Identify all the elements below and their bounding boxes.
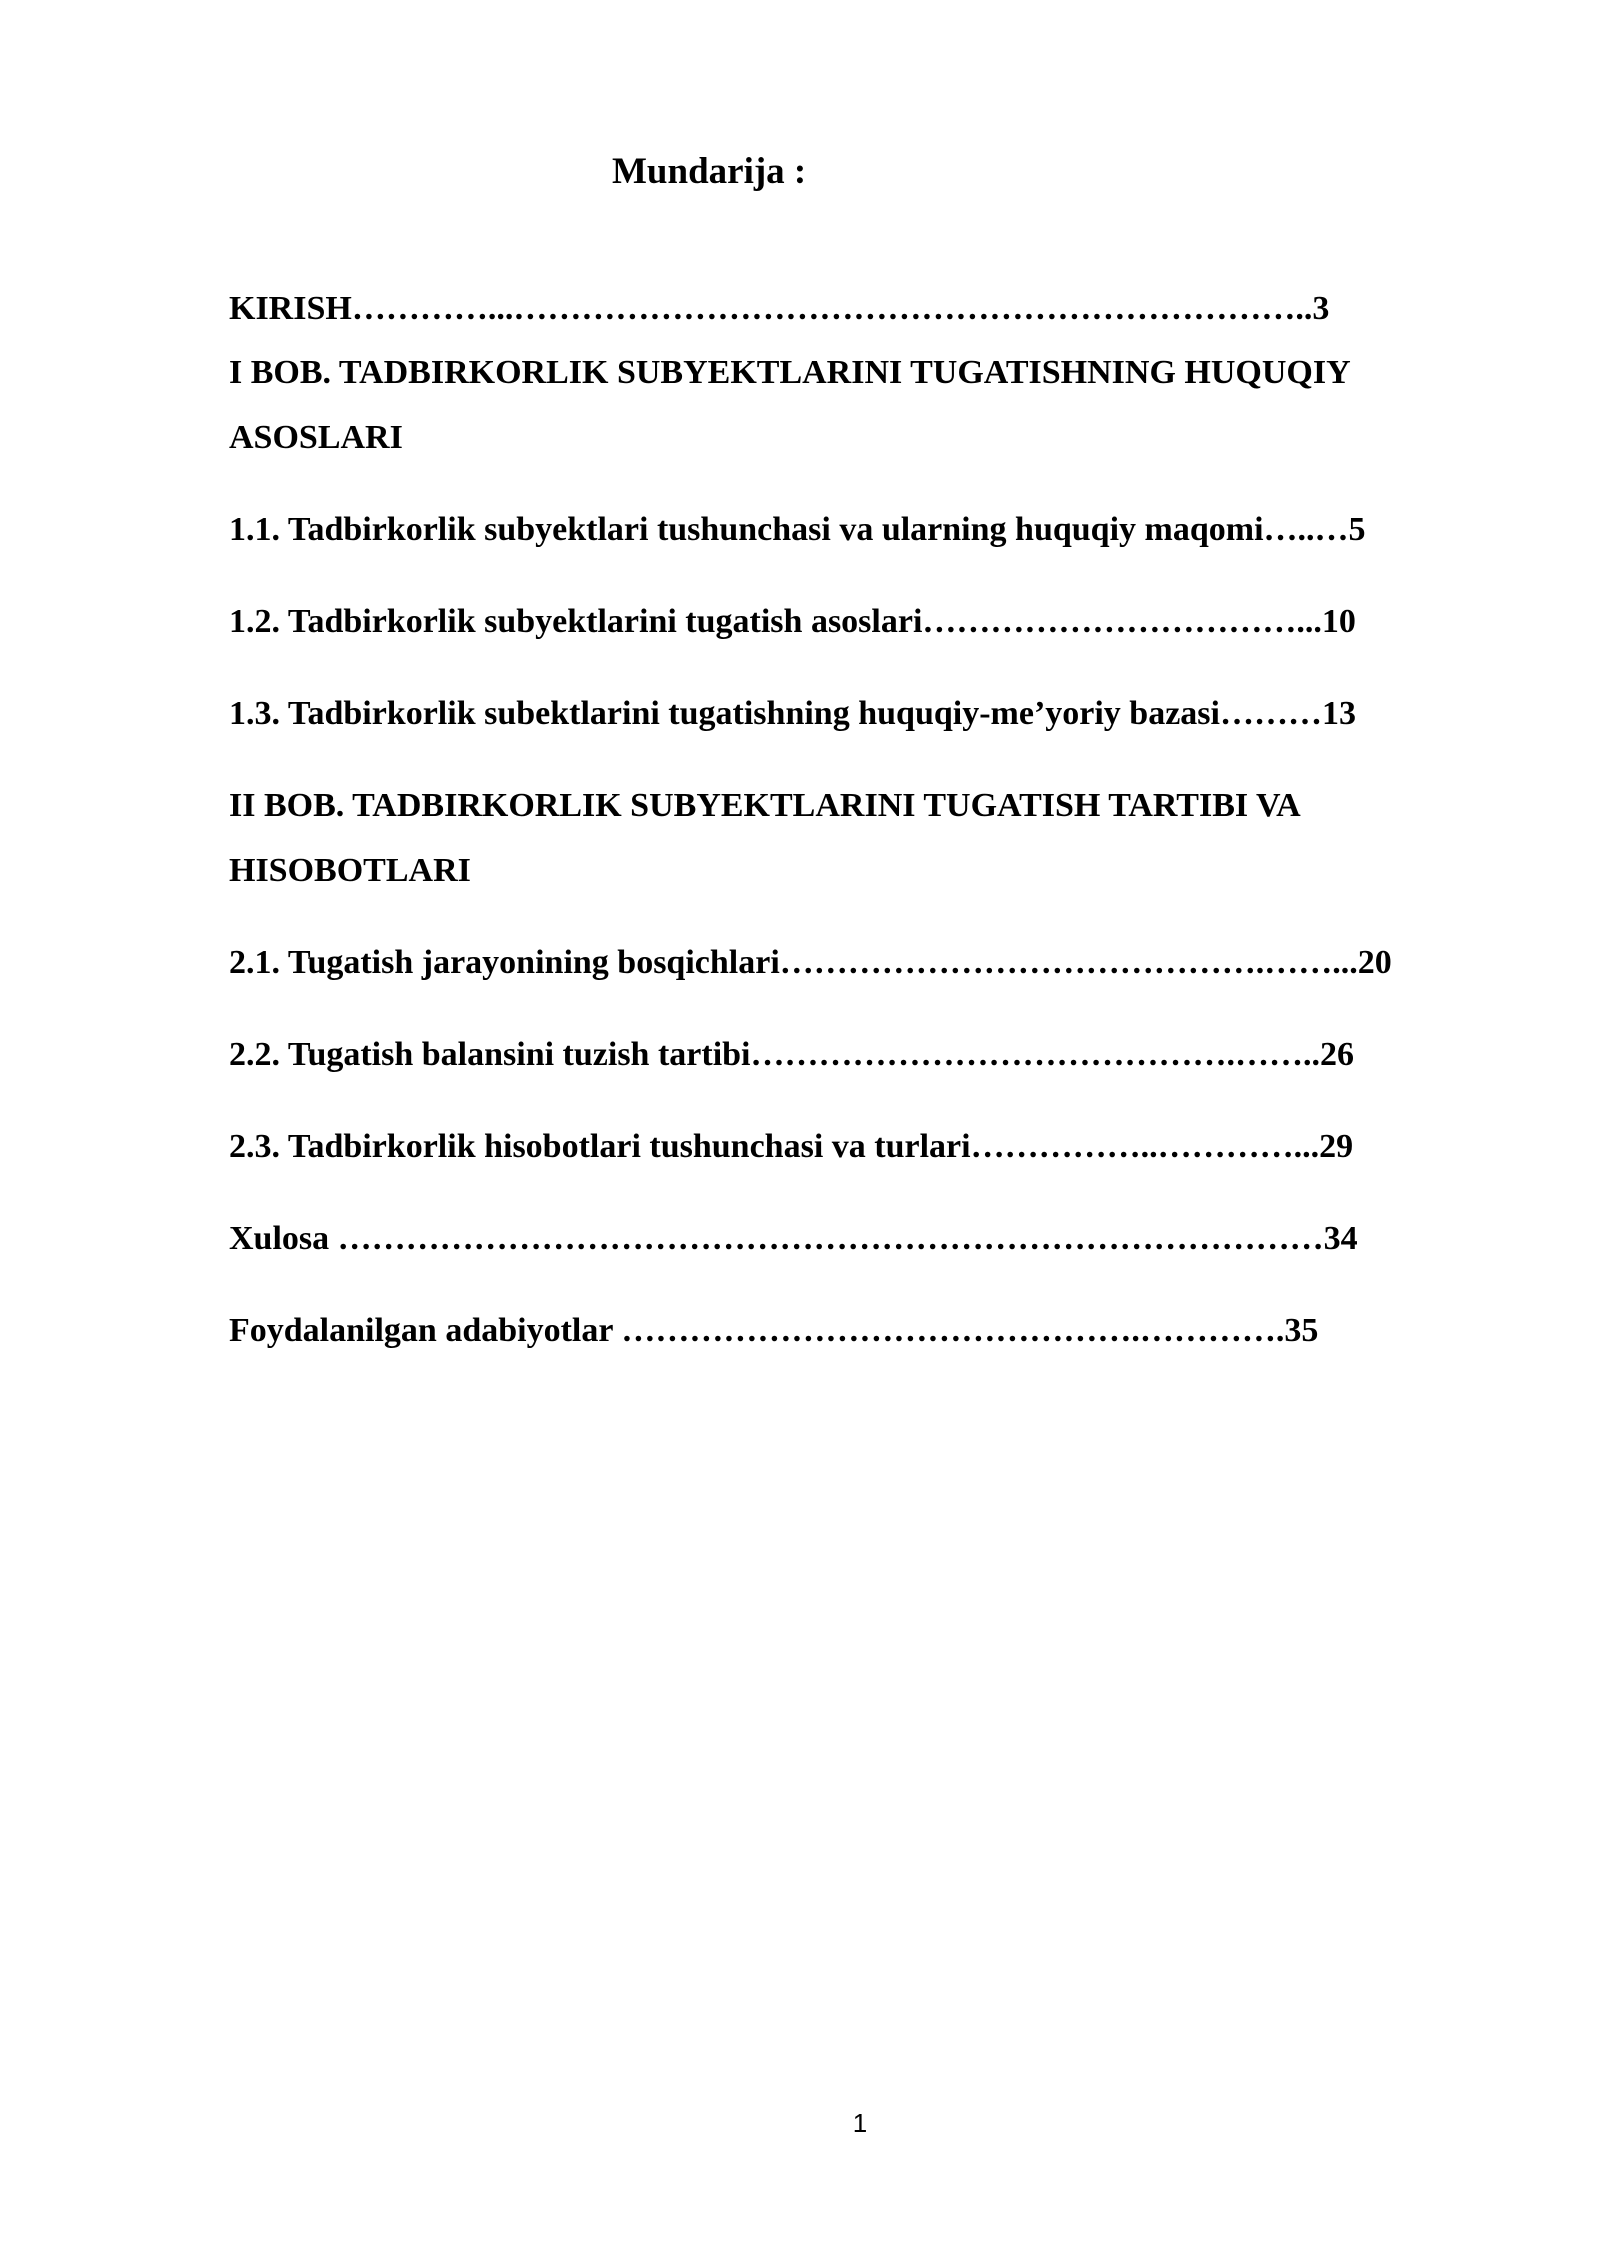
page-number: 1 — [852, 2108, 868, 2138]
toc-chapter-1-heading-continued: ASOSLARI — [229, 419, 403, 456]
toc-chapter-2-heading: II BOB. TADBIRKORLIK SUBYEKTLARINI TUGATISH TARTIBI VA — [229, 787, 1301, 824]
toc-entry-references: Foydalanilgan adabiyotlar ……………………………………….………….35 — [229, 1312, 1319, 1349]
toc-chapter-1-heading: I BOB. TADBIRKORLIK SUBYEKTLARINI TUGATISHNING HUQUQIY — [229, 354, 1351, 391]
toc-entry-introduction: KIRISH…………...……………………………………………………………..3 — [229, 290, 1330, 327]
toc-entry-2-1: 2.1. Tugatish jarayonining bosqichlari…………………………………….……...20 — [229, 944, 1392, 981]
toc-entry-1-1: 1.1. Tadbirkorlik subyektlari tushunchasi va ularning huquqiy maqomi…..…5 — [229, 511, 1366, 548]
toc-entry-2-3: 2.3. Tadbirkorlik hisobotlari tushunchasi va turlari……………..…………...29 — [229, 1128, 1354, 1165]
toc-chapter-2-heading-continued: HISOBOTLARI — [229, 852, 471, 889]
toc-entry-1-2: 1.2. Tadbirkorlik subyektlarini tugatish asoslari……………………………...10 — [229, 603, 1356, 640]
toc-entry-2-2: 2.2. Tugatish balansini tuzish tartibi…………………………………….……..26 — [229, 1036, 1355, 1073]
toc-entry-1-3: 1.3. Tadbirkorlik subektlarini tugatishning huquqiy-me’yoriy bazasi………13 — [229, 695, 1356, 732]
toc-entry-conclusion: Xulosa ……………………………………………………………………………34 — [229, 1220, 1358, 1257]
page-title: Mundarija : — [612, 151, 807, 192]
